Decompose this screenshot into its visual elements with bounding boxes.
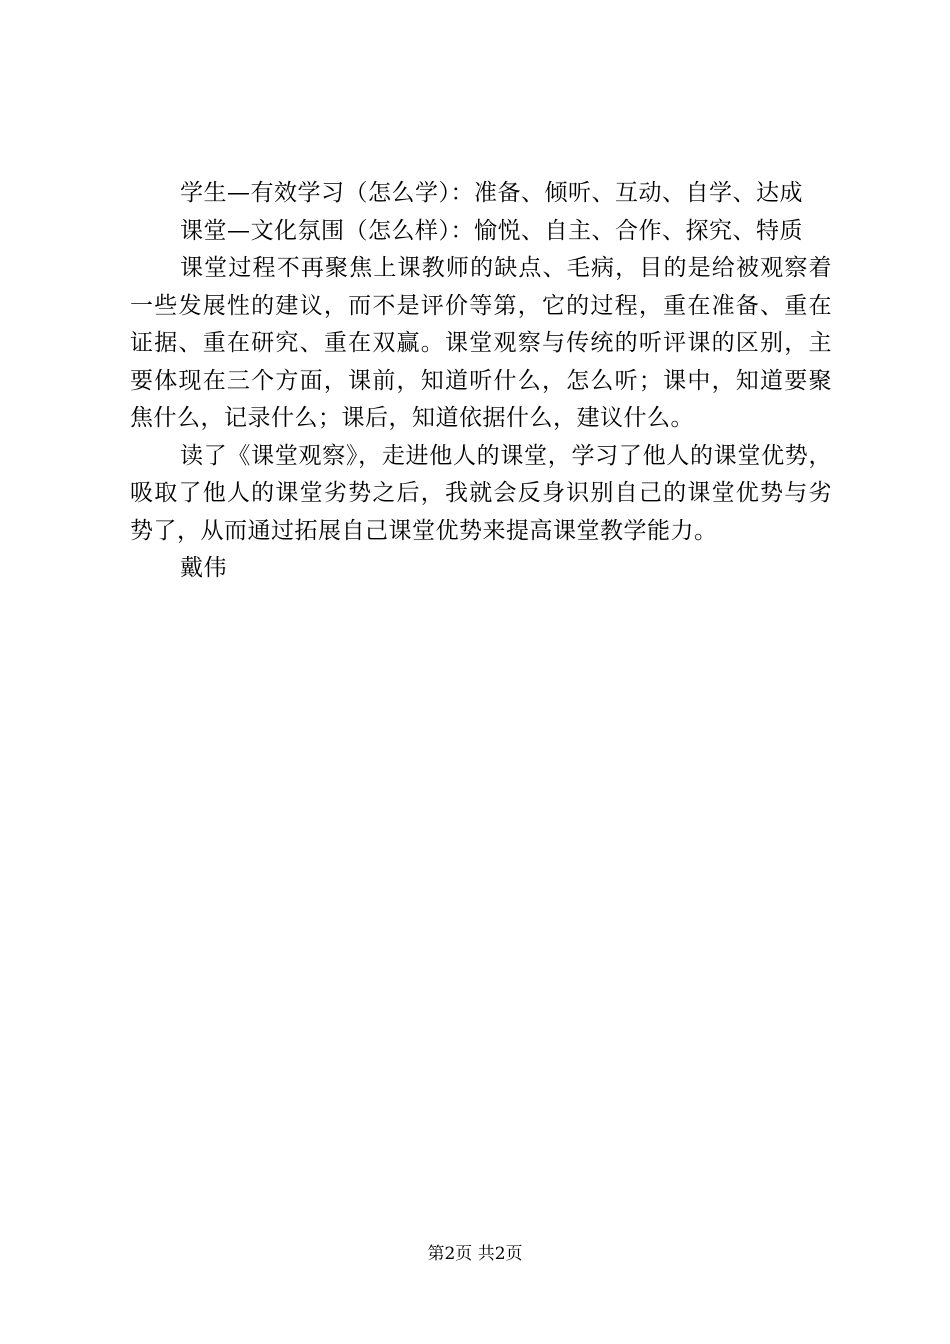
paragraph-observation-process: 课堂过程不再聚焦上课教师的缺点、毛病，目的是给被观察着一些发展性的建议，而不是评价等第，它的过程，重在准备、重在证据、重在研究、重在双赢。课堂观察与传统的听评课的区别，主要体现在三个方面，课前，知道听什么，怎么听；课中，知道要聚焦什么，记录什么；课后，知道依据什么，建议什么。 bbox=[130, 255, 832, 431]
page-footer: 第2页 共2页 bbox=[427, 1244, 523, 1264]
paragraph-reflection: 读了《课堂观察》，走进他人的课堂，学习了他人的课堂优势，吸取了他人的课堂劣势之后，我就会反身识别自己的课堂优势与劣势了，从而通过拓展自己课堂优势来提高课堂教学能力。 bbox=[130, 442, 832, 544]
author-signature: 戴伟 bbox=[180, 555, 227, 581]
paragraph-student-learning: 学生—有效学习（怎么学）：准备、倾听、互动、自学、达成 bbox=[180, 180, 803, 206]
document-body bbox=[130, 175, 832, 588]
paragraph-classroom-culture: 课堂—文化氛围（怎么样）：愉悦、自主、合作、探究、特质 bbox=[180, 217, 803, 244]
